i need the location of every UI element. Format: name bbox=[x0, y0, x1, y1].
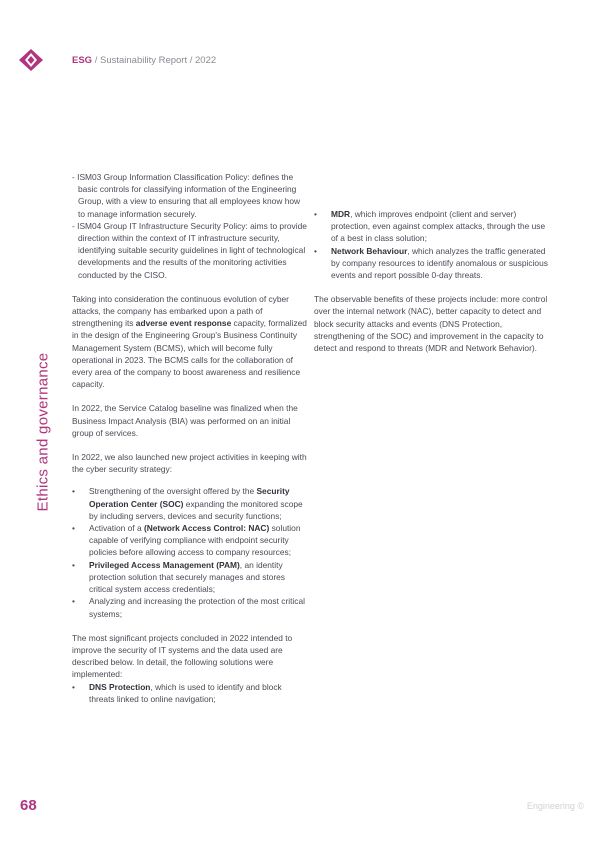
paragraph: In 2022, the Service Catalog baseline was finalized when the Business Impact Analysis (BIA) was performed on an initial group of services. bbox=[72, 403, 298, 438]
company-logo-icon bbox=[18, 48, 44, 72]
policy-item: - ISM04 Group IT Infrastructure Security Policy: aims to provide direction within the context of IT infrastructure security, identifying suitable security guidelines in light of technological developments and the results of the monitoring activities conducted by the CISO. bbox=[72, 220, 307, 280]
paragraph: The observable benefits of these projects include: more control over the internal network (NAC), better capacity to detect and block security attacks and events (DNS Protection, strengthening of the SOC) and improvement in the capacity to detect and respond to threats (MDR and Network Behavior). bbox=[314, 294, 548, 354]
header-brand: ESG bbox=[72, 55, 93, 66]
section-side-label: Ethics and governance bbox=[34, 352, 52, 512]
page-number: 68 bbox=[20, 797, 37, 814]
bullet-icon: • bbox=[72, 559, 75, 570]
list-item: • Network Behaviour, which analyzes the traffic generated by company resources to identify anomalous or suspicious events and report possible 0-day threats. bbox=[314, 245, 548, 281]
left-column bbox=[72, 171, 308, 705]
paragraph: The most significant projects concluded in 2022 intended to improve the security of IT systems and the data used are described below. In detail, the following solutions were implemented: bbox=[72, 632, 293, 680]
list-item: • Activation of a (Network Access Control: NAC) solution capable of verifying compliance with endpoint security policies before allowing access to company resources; bbox=[72, 523, 301, 558]
bullet-icon: • bbox=[72, 681, 75, 692]
list-item: • Analyzing and increasing the protection of the most critical systems; bbox=[72, 596, 306, 619]
policy-item: - ISM03 Group Information Classification Policy: defines the basic controls for classifying information of the Engineering Group, with a view to ensuring that all employees know how to manage information securely. bbox=[72, 172, 301, 219]
bold-term: adverse event response bbox=[135, 318, 232, 329]
list-item: • Strengthening of the oversight offered by the Security Operation Center (SOC) expanding the monitored scope by including servers, devices and security functions; bbox=[72, 486, 303, 521]
bullet-icon: • bbox=[72, 596, 75, 607]
bullet-icon: • bbox=[314, 245, 317, 256]
paragraph: In 2022, we also launched new project activities in keeping with the cyber security strategy: bbox=[72, 452, 307, 475]
bullet-icon: • bbox=[72, 523, 75, 534]
list-item: • DNS Protection, which is used to identify and block threats linked to online navigation; bbox=[72, 681, 282, 704]
header-subtitle: / Sustainability Report / 2022 bbox=[92, 55, 217, 66]
bullet-icon: • bbox=[72, 486, 75, 497]
footer-brand: Engineering © bbox=[526, 801, 584, 811]
list-item: • MDR, which improves endpoint (client and server) protection, even against complex attacks, through the use of a best in class solution; bbox=[314, 209, 546, 244]
right-column bbox=[314, 208, 550, 354]
page-header bbox=[72, 55, 216, 66]
list-item: • Privileged Access Management (PAM), an identity protection solution that securely manages and stores critical system access credentials; bbox=[72, 559, 285, 595]
paragraph: Taking into consideration the continuous evolution of cyber attacks, the company has embarked upon a path of strengthening its adverse event response capacity, formalized in the design of the Engineering Group's Business Continuity Management System (BCMS), which will become fully operational in 2023. The BCMS calls for the collaboration of every area of the company to boost awareness and resilience capacity. bbox=[72, 293, 307, 390]
bullet-icon: • bbox=[314, 209, 317, 219]
